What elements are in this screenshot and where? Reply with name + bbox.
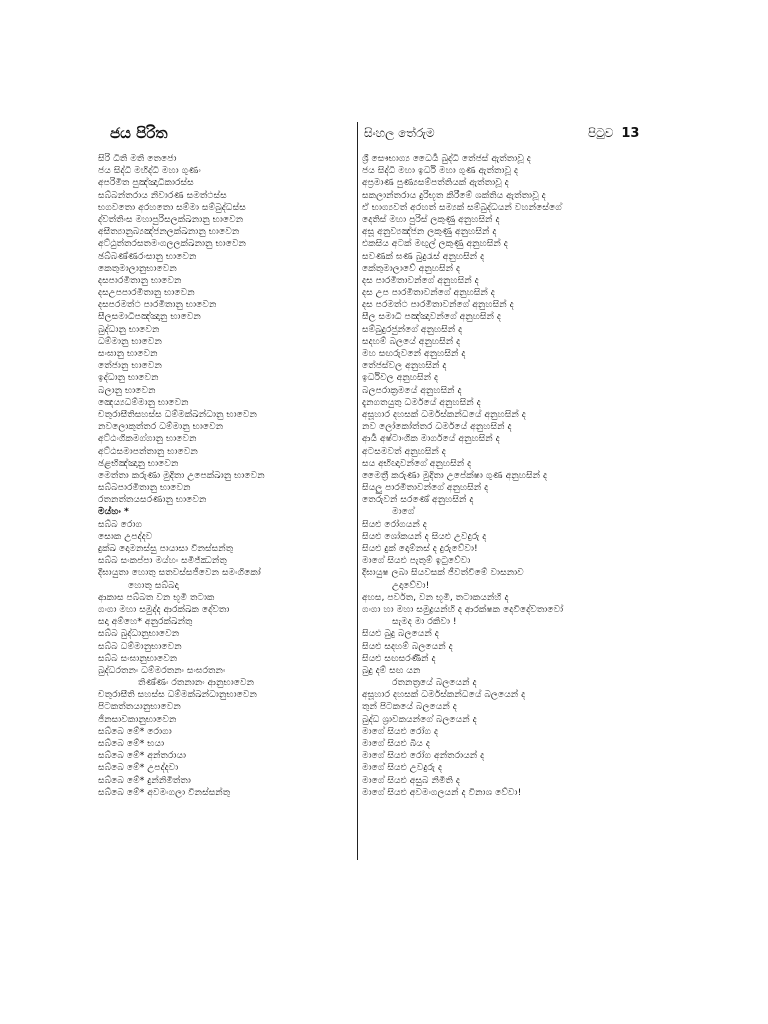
pali-line: සංඝානු භාවෙන: [98, 348, 158, 359]
meaning-line: මාගේ සියළු පැතුම් ඉටුවේවා: [362, 555, 471, 567]
pali-line: ඉද්ධානු භාවෙන: [98, 372, 159, 384]
meaning-line: මාගේ: [392, 506, 415, 518]
pali-line: ජය සිද්ධි මහිද්ධි මහා ගුණං: [98, 165, 201, 177]
pali-line: ජිනසාවකානුභාවෙන: [98, 713, 177, 725]
pali-line: සබ්බ රොග: [98, 518, 143, 530]
pali-line: තිණ්ණං රතනානං ආනුභාවෙන: [138, 677, 255, 689]
pali-line: ඡබ්බණ්ණරංසානු භාවෙන: [98, 250, 197, 262]
meaning-line: දස පාරමිතාවන්ගේ අනුහසින් ද: [362, 274, 479, 286]
meaning-line: අසූ අනුව්‍යඤ්ජන ලකුණු අනුහසින් ද: [362, 226, 497, 238]
meaning-line: බුද්ධ ශ්‍රාවකයන්ගේ බලයෙන් ද: [362, 713, 477, 725]
meaning-line: මාගේ සියළු අසුබ නිමිති ද: [362, 774, 461, 786]
meaning-line: දස පරමත්ථ පාරමිතාවන්ගේ අනුහසින් ද: [362, 299, 514, 311]
pali-line: තේජානු භාවෙන: [98, 360, 162, 372]
meaning-line: දස උප පාරමිතාවන්ගේ අනුහසින් ද: [362, 287, 495, 299]
meaning-line: මහ සඟරුවනේ අනුහසින් ද: [362, 348, 466, 359]
pali-line: අට්ඨංගිකමග්ගානු භාවෙන: [98, 433, 197, 445]
meaning-line: තේජස්වල අනුහසින් ද: [362, 360, 447, 372]
pali-line: දසඋපපාරමිතානු භාවෙන: [98, 287, 195, 299]
meaning-line: සියළු සඟසරණින් ද: [362, 652, 436, 664]
meaning-line: තුන් පිටකයේ බලයෙන් ද: [362, 701, 457, 713]
pali-line: අට්ඨසමාපත්තානු භාවෙන: [98, 445, 198, 457]
pali-line: සබ්බ ධම්මානුභාවෙන: [98, 640, 182, 652]
meaning-line: සියළු රෝගයන් ද: [362, 518, 427, 530]
meaning-line: මාගේ සියළු රෝග අන්තරායන් ද: [362, 750, 485, 762]
pali-line: සිරි ධිති මති තෙජො: [98, 153, 177, 164]
column-divider: [357, 122, 358, 860]
pali-line: රතනත්තයසරණානු භාවෙන: [98, 494, 207, 506]
pali-line: සබ්බපාරමිතානු භාවෙන: [98, 482, 191, 494]
pali-line: දසපරමත්ථ පාරමිතානු භාවෙන: [98, 299, 217, 311]
meaning-line: මාගේ සියළු අවමංගලයන් ද විනාශ වේවා!: [362, 786, 522, 798]
meaning-line: මාගේ සියළු උවදුරු ද: [362, 762, 443, 774]
pali-line: කෙතුමාලානුභාවෙන: [98, 262, 177, 274]
pali-line: දසපාරමිතානු භාවෙන: [98, 274, 182, 286]
meaning-line: ශ්‍රී සෞභාග්‍ය ධෛර්‍ය බුද්ධි තේජස් ඇත්තාවූ ද: [362, 153, 531, 164]
meaning-line: සදහම් බලයේ අනුහසින් ද: [362, 335, 461, 347]
meaning-line: මාගේ සියළු බිය ද: [362, 738, 430, 749]
pali-line: මය්හං *: [98, 506, 129, 518]
pali-line: සබ්බෙ මේ* අවමංගලා විනස්සන්තු: [98, 786, 231, 798]
pali-line: සබ්බෙ මේ* රොගා: [98, 725, 172, 737]
pali-line: සබ්බ සංඝානුභාවෙන: [98, 652, 178, 664]
meaning-line: අහස, පර්වත, වන භූමි, තටාකයන්හි ද: [362, 591, 509, 603]
pali-line: අපරිමිත පුඤ්ඤාධිකාරස්ස: [98, 177, 194, 189]
meaning-line: කේතුමාලාවේ අනුහසින් ද: [362, 262, 461, 274]
page-title-center: සිංහල තේරුම: [364, 126, 435, 140]
pali-line: හොතු සබ්බදා: [128, 579, 179, 591]
pali-line: සබ්බ බුද්ධානුභාවෙන: [98, 628, 180, 640]
meaning-line: අප්‍රමාණ පුණ්‍යසම්පත්තියක් ඇත්තාවූ ද: [362, 177, 509, 189]
pali-line: දුක්ඛ දොමනස්සු පායාසා විනස්සන්තු: [98, 543, 234, 554]
meaning-line: රතනත්‍රයේ බලයෙන් ද: [392, 677, 477, 689]
pali-line: ගංගා මහා සමුද්ද ආරක්ඛක දේවතා: [98, 603, 230, 615]
meaning-line: ඒ භාග්‍යවත් අරහත් සම්‍යක් සම්බුද්ධයන් වහන්සේගේ: [362, 201, 562, 213]
pali-line: අට්ඨුත්තරසතමංගලලක්ඛනානු භාවෙන: [98, 238, 247, 250]
pali-line: සබ්බෙ මේ* භයා: [98, 738, 165, 749]
pali-line: සබ්බෙ මේ* උපද්දවා: [98, 762, 179, 774]
meaning-line: නව ලෝකෝත්තර ධර්මයේ අනුහසින් ද: [362, 421, 512, 433]
pali-line: සබ්බන්තරාය නිවාරණ සමත්ථස්ස: [98, 189, 227, 201]
pali-text-column: [98, 153, 348, 799]
pali-line: බුද්ධානු භාවෙන: [98, 323, 160, 335]
meaning-line: ආර්‍ය අෂ්ටාංගික මාර්ගයේ අනුහසින් ද: [362, 433, 500, 445]
meaning-line: ජය සිද්ධි මහා ඉර්ධි මහා ගුණ ඇත්තාවූ ද: [362, 165, 519, 177]
meaning-line: බලපරාක්‍රමයේ අනුහසින් ද: [362, 384, 462, 396]
pali-line: අසීත්‍යානුබ්‍යඤ්ජනලක්ඛනානු භාවෙන: [98, 226, 240, 238]
pali-line: චතුරාසීති සහස්ස ධම්මක්ඛන්ධානුභාවෙන: [98, 689, 257, 701]
meaning-line: මෛත්‍රී කරුණා මුදිතා උපේක්ෂා ගුණ අනුහසින් ද: [362, 469, 548, 481]
meaning-line: දැනගතයුතු ධර්මයේ අනුහසින් ද: [362, 396, 481, 408]
page-number-block: [588, 126, 639, 141]
meaning-line: දීඝායුෂ ලබා සියවසක් ජීවත්වීමේ වාසනාව: [362, 567, 524, 579]
pali-line: බුද්ධරතනං ධම්මරතනං සංඝරතනං: [98, 664, 226, 676]
meaning-line: සියළු බුදු බලයෙන් ද: [362, 628, 439, 640]
pali-line: සොක උපද්දව: [98, 530, 153, 542]
pali-line: දීඝායුතා හොතු සතවස්සජීවෙන සමංගිකෝ: [98, 567, 261, 579]
meaning-line: සවණක් ඝණ බුදුරැස් අනුහසින් ද: [362, 250, 485, 262]
sinhala-meaning-column: [362, 153, 662, 799]
meaning-line: එකසිය අටක් මඟුල් ලකුණු අනුහසින් ද: [362, 238, 508, 250]
pali-line: සදා අම්හෙ* අනුරක්ඛන්තු: [98, 616, 193, 628]
pali-line: බලානු භාවෙන: [98, 384, 156, 396]
meaning-line: අසූහාර දහසක් ධර්මස්කන්ධයේ අනුහසින් ද: [362, 408, 526, 420]
pali-line: ඡළභිඤ්ඤානු භාවෙන: [98, 457, 179, 469]
pali-line: නවලොකුත්තර ධම්මානු භාවෙන: [98, 421, 224, 433]
meaning-line: සකලාන්තරාය දුරිභූත කිරීමේ ශක්තිය ඇත්තාවූ ද: [362, 189, 546, 201]
meaning-line: ගංගා හා මහා සමුද්‍රයන්හි ද ආරක්ෂක දෙවිදේවතාවෝ: [362, 603, 564, 615]
pali-line: ආකාස පබ්බත වන භූමි තටාක: [98, 591, 215, 603]
meaning-line: සීල සමාධි පඤ්ඤාවන්ගේ අනුහසින් ද: [362, 311, 502, 323]
pali-line: චතුරාසීතිසහස්ස ධම්මක්ඛන්ධානු භාවෙන: [98, 408, 257, 420]
page-label: පිටුව: [588, 126, 614, 140]
meaning-line: අටසමවත් අනුහසින් ද: [362, 445, 446, 457]
pali-line: සබ්බ සංකප්පා මය්හං සමිජ්ඣන්තු: [98, 555, 227, 567]
page-number: 13: [621, 126, 640, 141]
pali-line: ධම්මානු භාවෙන: [98, 335, 162, 347]
pali-line: ද්වත්තිංස මහාපුරිසලක්ඛනානු භාවෙන: [98, 213, 244, 225]
meaning-line: සියළු දුක් දොම්නස් ද දුරුවේවා!: [362, 543, 478, 554]
meaning-line: තෙරුවන් සරණේ අනුහසින් ද: [362, 494, 474, 506]
pali-line: සබ්බෙ මේ* දුන්නිමිත්තා: [98, 774, 191, 786]
page-title-left: ජය පිරිත: [110, 124, 168, 142]
pali-line: පිටකත්තයානුභාවෙන: [98, 701, 181, 713]
pali-line: සබ්බෙ මේ* අන්තරායා: [98, 750, 187, 762]
meaning-line: සම්බුදුරජුන්ගේ අනුහසින් ද: [362, 323, 463, 335]
meaning-line: සය අභිඥාවන්ගේ අනුහසින් ද: [362, 457, 472, 469]
pali-line: ඤෙය්‍යධම්මානු භාවෙන: [98, 396, 189, 408]
meaning-line: සියළු ශෝකයන් ද සියළු උවදුරු ද: [362, 530, 487, 542]
pali-line: සීලසමාධිපඤ්ඤානු භාවෙන: [98, 311, 201, 323]
meaning-line: උදාවේවා!: [392, 579, 430, 591]
meaning-line: අසූහාර දහසක් ධර්මස්කන්ධයේ බලයෙන් ද: [362, 689, 526, 701]
meaning-line: සියළු සදහම් බලයෙන් ද: [362, 640, 453, 652]
meaning-line: බුදු දම් සඟ යන: [362, 664, 421, 676]
meaning-line: මාගේ සියළු රෝග ද: [362, 725, 439, 737]
meaning-line: ඉර්ධිවල අනුහසින් ද: [362, 372, 439, 384]
meaning-line: සියලු පාරමිතාවන්ගේ අනුහසින් ද: [362, 482, 489, 494]
meaning-line: සැමද මා රකිවා !: [392, 616, 457, 628]
pali-line: මෙත්තා කරුණා මුදිතා උපෙක්ඛානු භාවෙන: [98, 469, 265, 481]
meaning-line: දෙතිස් මහා පුරිස් ලකුණු අනුහසින් ද: [362, 213, 500, 225]
pali-line: භගවතො අරහතො සම්මා සම්බුද්ධස්ස: [98, 201, 246, 213]
